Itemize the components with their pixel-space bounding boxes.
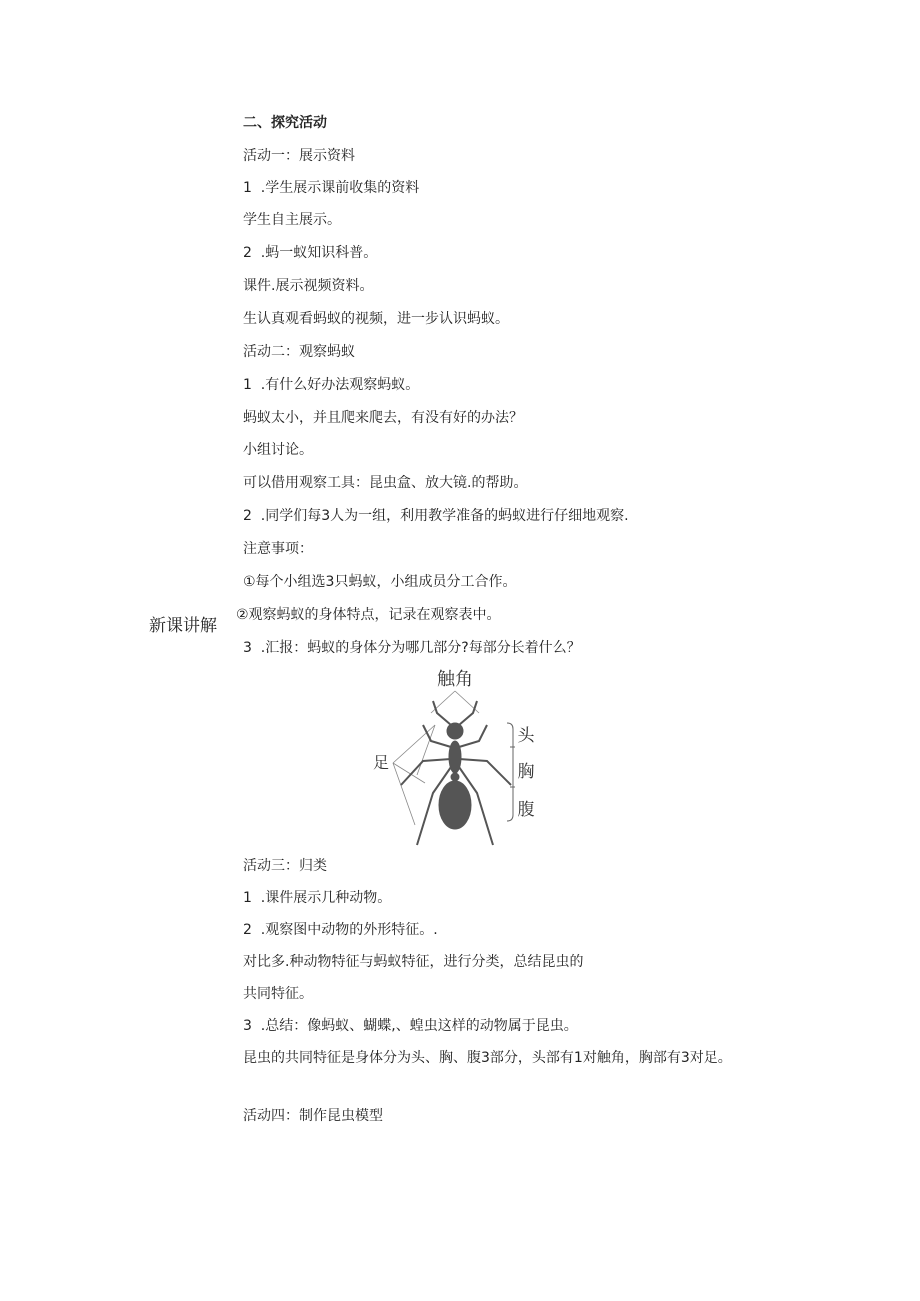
text-line: 注意事项：	[243, 541, 313, 557]
text-line: 蚂蚁太小，并且爬来爬去，有没有好的办法？	[243, 410, 523, 426]
text-line: 活动一：展示资料	[243, 148, 355, 164]
text-line: 3 .汇报：蚂蚁的身体分为哪几部分?每部分长着什么？	[243, 640, 581, 656]
text-line: 2 .蚂一蚁知识科普。	[243, 245, 378, 261]
text-line: 1 .有什么好办法观察蚂蚁。	[243, 377, 420, 393]
body-bracket	[507, 723, 513, 821]
text-line: 活动四：制作昆虫模型	[243, 1108, 383, 1124]
text-line: ②观察蚂蚁的身体特点，记录在观察表中。	[236, 607, 501, 623]
thorax-label: 胸	[517, 762, 535, 782]
text-line: 共同特征。	[243, 986, 313, 1002]
text-line: 可以借用观察工具：昆虫盒、放大镜.的帮助。	[243, 475, 528, 491]
text-line: 1 .课件展示几种动物。	[243, 890, 392, 906]
text-line: 昆虫的共同特征是身体分为头、胸、腹3部分，头部有1对触角，胸部有3对足。	[243, 1050, 732, 1066]
side-label: 新课讲解	[149, 616, 217, 636]
text-line: 小组讨论。	[243, 442, 313, 458]
text-line: 2 .观察图中动物的外形特征。.	[243, 922, 438, 938]
text-line: 活动二：观察蚂蚁	[243, 344, 355, 360]
antenna-label: 触角	[437, 669, 473, 690]
ant-diagram	[365, 665, 545, 850]
text-line: 1 .学生展示课前收集的资料	[243, 180, 420, 196]
text-line: 活动三：归类	[243, 858, 327, 874]
text-line: 3 .总结：像蚂蚁、蝴蝶,、蝗虫这样的动物属于昆虫。	[243, 1018, 578, 1034]
section-title: 二、探究活动	[243, 115, 327, 131]
text-line: 生认真观看蚂蚁的视频，进一步认识蚂蚁。	[243, 311, 509, 327]
text-line: 课件.展示视频资料。	[243, 278, 374, 294]
text-line: 2 .同学们每3人为一组，利用教学准备的蚂蚁进行仔细地观察.	[243, 508, 629, 524]
abdomen-label: 腹	[517, 800, 535, 820]
text-line: 学生自主展示。	[243, 212, 341, 228]
head-label: 头	[517, 726, 535, 746]
leg-label: 足	[372, 753, 390, 772]
text-line: ①每个小组选3只蚂蚁，小组成员分工合作。	[243, 574, 517, 590]
text-line: 对比多.种动物特征与蚂蚁特征，进行分类，总结昆虫的	[243, 954, 584, 970]
